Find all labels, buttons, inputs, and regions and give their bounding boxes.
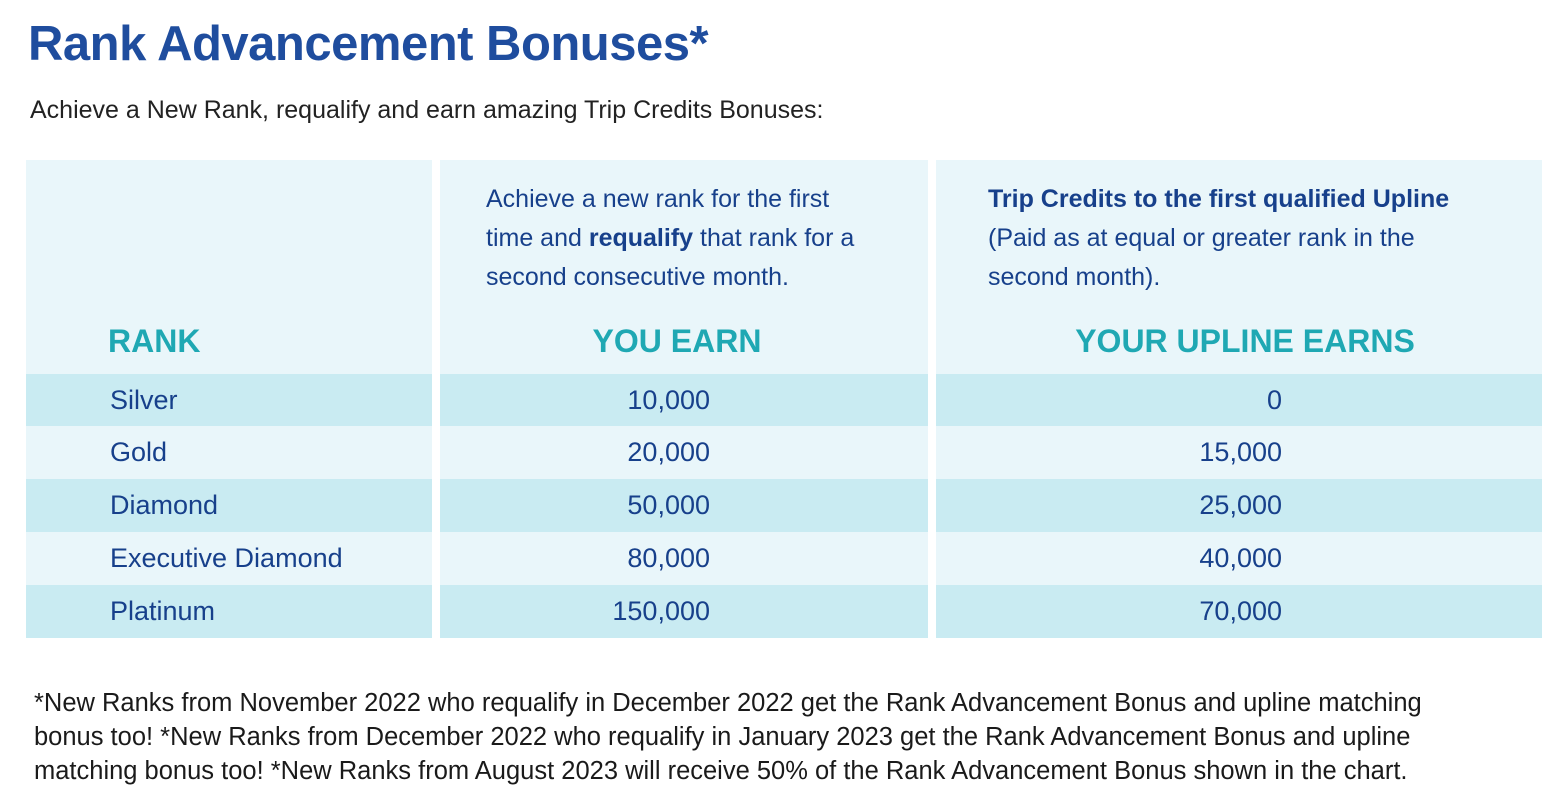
table-cell-rank: Silver [26, 374, 432, 426]
table-cell-rank: Platinum [26, 585, 432, 638]
page-subtitle: Achieve a New Rank, requalify and earn amazing Trip Credits Bonuses: [30, 96, 824, 124]
you-earn-desc-part2: that rank for a second consecutive month. [486, 224, 855, 291]
table-cell-upline-earns: 25,000 [936, 479, 1542, 532]
you-earn-desc-bold: requalify [588, 224, 694, 252]
table-cell-you-earn: 10,000 [440, 374, 928, 426]
you-earn-desc-part1: Achieve a new rank for the first time and [486, 185, 830, 252]
header-upline-earns [936, 160, 1542, 374]
table-cell-you-earn: 20,000 [440, 426, 928, 479]
table-cell-you-earn: 50,000 [440, 479, 928, 532]
table-cell-rank: Executive Diamond [26, 532, 432, 585]
table-cell-rank: Diamond [26, 479, 432, 532]
table-cell-rank: Gold [26, 426, 432, 479]
table-cell-upline-earns: 70,000 [936, 585, 1542, 638]
footnote [34, 686, 1534, 788]
upline-desc-rest: (Paid as at equal or greater rank in the second month). [988, 224, 1415, 291]
page-title: Rank Advancement Bonuses* [28, 17, 709, 71]
header-upline-label: YOUR UPLINE EARNS [1075, 323, 1415, 359]
upline-desc-bold: Trip Credits to the first qualified Upline [988, 185, 1450, 213]
header-you-earn-label: YOU EARN [592, 323, 762, 359]
footnote-line: *New Ranks from November 2022 who requalify in December 2022 get the Rank Advancement Bonus and upline matching [34, 689, 1422, 717]
footnote-line: bonus too! *New Ranks from December 2022 who requalify in January 2023 get the Rank Advancement Bonus and upline [34, 723, 1411, 751]
header-you-earn [440, 160, 928, 374]
header-upline-description [988, 180, 1502, 297]
rank-bonus-table [26, 160, 1542, 642]
header-rank [26, 160, 432, 374]
footnote-line: matching bonus too! *New Ranks from August 2023 will receive 50% of the Rank Advancement Bonus shown in the chart. [34, 757, 1408, 785]
table-cell-upline-earns: 40,000 [936, 532, 1542, 585]
header-rank-label: RANK [108, 323, 201, 359]
header-you-earn-description [486, 180, 868, 297]
table-cell-you-earn: 150,000 [440, 585, 928, 638]
table-cell-you-earn: 80,000 [440, 532, 928, 585]
table-cell-upline-earns: 0 [936, 374, 1542, 426]
table-cell-upline-earns: 15,000 [936, 426, 1542, 479]
